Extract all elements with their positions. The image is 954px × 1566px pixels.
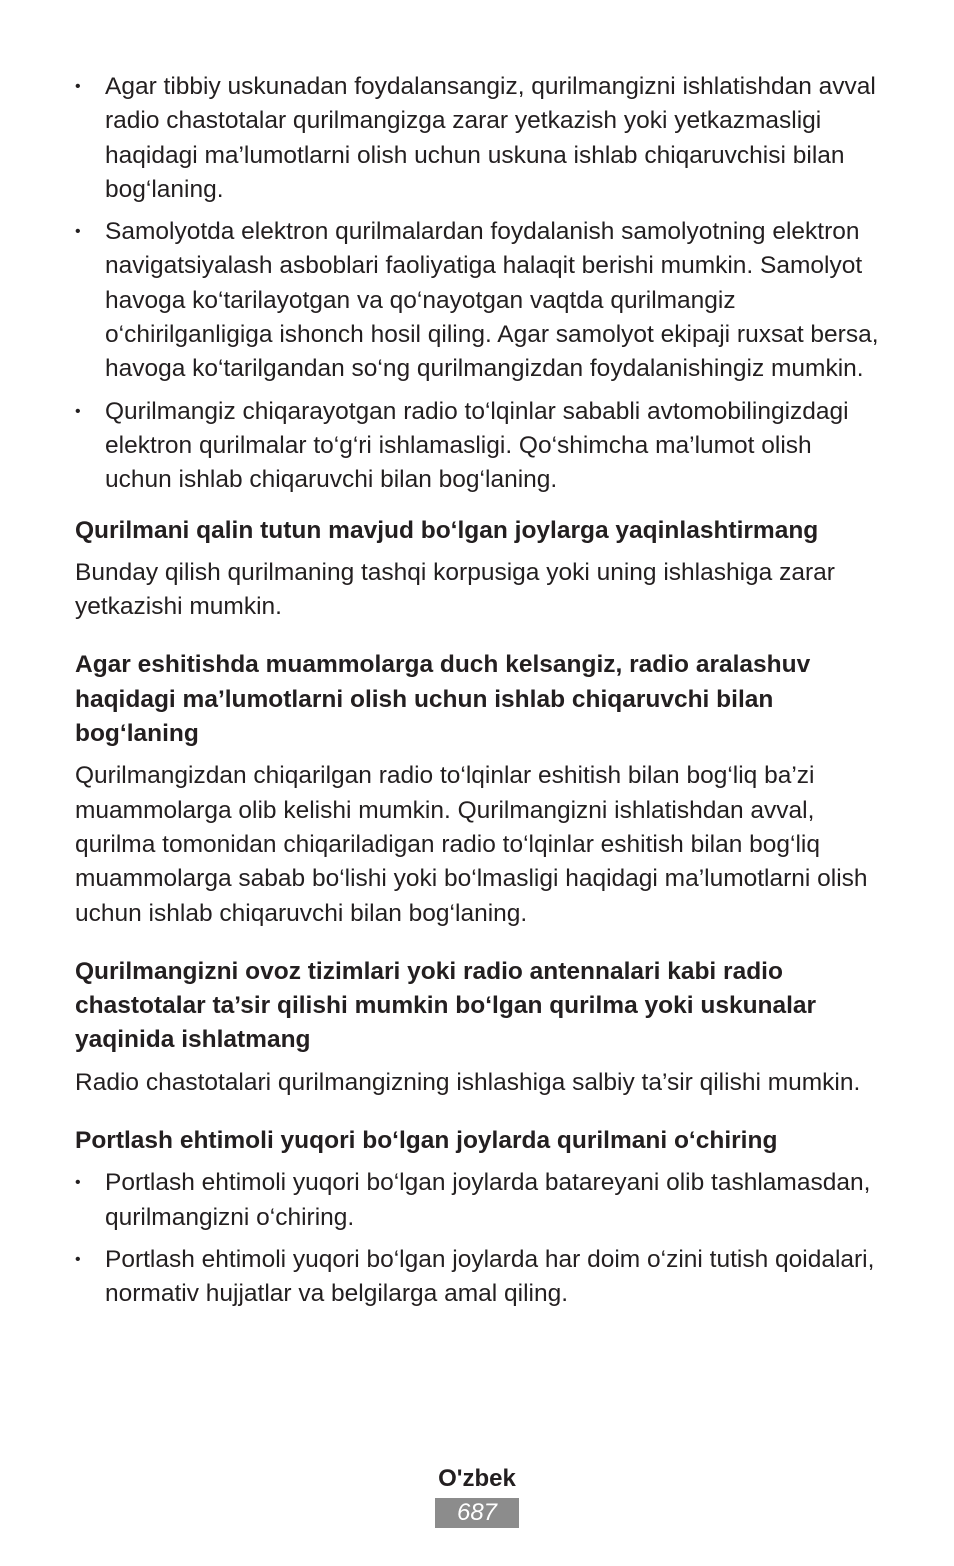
section-heading: Qurilmani qalin tutun mavjud bo‘lgan joylarga yaqinlashtirmang — [75, 516, 819, 544]
section-smoke — [75, 514, 885, 625]
list-item-text: Portlash ehtimoli yuqori bo‘lgan joylarda har doim o‘zini tutish qoidalari, normativ hujjatlar va belgilarga amal qiling. — [105, 1245, 875, 1308]
page-number: 687 — [435, 1498, 519, 1528]
list-item — [75, 1166, 885, 1235]
page-content — [75, 70, 885, 1320]
list-item-text: Agar tibbiy uskunadan foydalansangiz, qurilmangizni ishlatishdan avval radio chastotalar qurilmangizga zarar yetkazish yoki yetkazmasligi haqidagi ma’lumotlarni olish uchun uskuna ishlab chiqaruvchisi bilan bog‘laning. — [105, 73, 876, 203]
bullet-icon: • — [75, 78, 81, 95]
list-item-text: Qurilmangiz chiqarayotgan radio to‘lqinlar sababli avtomobilingizdagi elektron qurilmalar to‘g‘ri ishlamasligi. Qo‘shimcha ma’lumot olish uchun ishlab chiqaruvchi bilan bog‘laning. — [105, 397, 849, 494]
list-item — [75, 395, 885, 498]
page-footer — [0, 1462, 954, 1528]
list-item — [75, 215, 885, 386]
section-radio-equipment — [75, 955, 885, 1100]
list-item-text: Samolyotda elektron qurilmalardan foydalanish samolyotning elektron navigatsiyalash asboblari faoliyatiga halaqit berishi mumkin. Samolyot havoga ko‘tarilayotgan va qo‘nayotgan vaqtda qurilmangiz o‘chirilganligiga ishonch hosil qiling. Agar samolyot ekipaji ruxsat bersa, havoga ko‘tarilgandan so‘ng qurilmangizdan foydalanishingiz mumkin. — [105, 218, 879, 383]
section-explosive-areas — [75, 1124, 885, 1311]
explosive-bullet-list — [75, 1166, 885, 1311]
intro-bullet-list — [75, 70, 885, 498]
section-heading: Qurilmangizni ovoz tizimlari yoki radio antennalari kabi radio chastotalar ta’sir qilishi mumkin bo‘lgan qurilma yoki uskunalar yaqinida ishlatmang — [75, 957, 817, 1054]
list-item — [75, 1243, 885, 1312]
section-body: Bunday qilish qurilmaning tashqi korpusiga yoki uning ishlashiga zarar yetkazishi mumkin. — [75, 558, 835, 621]
section-hearing — [75, 648, 885, 930]
list-item — [75, 70, 885, 207]
section-body: Qurilmangizdan chiqarilgan radio to‘lqinlar eshitish bilan bog‘liq ba’zi muammolarga olib kelishi mumkin. Qurilmangizni ishlatishdan avval, qurilma tomonidan chiqariladigan radio to‘lqinlar eshitish bilan bog‘liq muammolarga sabab bo‘lishi yoki bo‘lmasligi haqidagi ma’lumotlarni olish uchun ishlab chiqaruvchi bilan bog‘laning. — [75, 762, 868, 927]
footer-language: O'zbek — [438, 1465, 516, 1492]
section-heading: Agar eshitishda muammolarga duch kelsangiz, radio aralashuv haqidagi ma’lumotlarni olish uchun ishlab chiqaruvchi bilan bog‘laning — [75, 651, 811, 748]
section-body: Radio chastotalari qurilmangizning ishlashiga salbiy ta’sir qilishi mumkin. — [75, 1068, 861, 1096]
section-heading: Portlash ehtimoli yuqori bo‘lgan joylarda qurilmani o‘chiring — [75, 1127, 778, 1155]
bullet-icon: • — [75, 1174, 81, 1192]
bullet-icon: • — [75, 1250, 81, 1268]
bullet-icon: • — [75, 402, 81, 420]
list-item-text: Portlash ehtimoli yuqori bo‘lgan joylarda batareyani olib tashlamasdan, qurilmangizni o‘chiring. — [105, 1169, 871, 1231]
bullet-icon: • — [75, 223, 81, 241]
